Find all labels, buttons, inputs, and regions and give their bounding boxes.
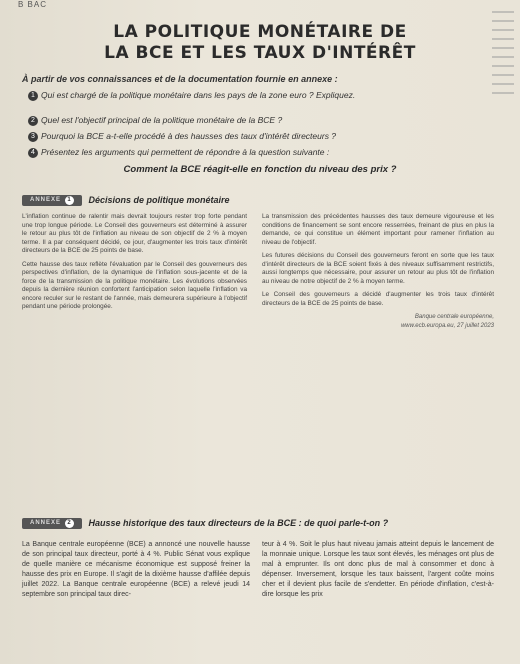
doc2-title: Hausse historique des taux directeurs de la BCE : de quoi parle-t-on ? (88, 518, 389, 528)
page-header-mark: B BAC (18, 0, 48, 9)
question-number: 1 (28, 91, 38, 101)
doc2-heading (22, 518, 388, 529)
page-title (0, 22, 520, 64)
doc1-paragraph: Le Conseil des gouverneurs a décidé d'augmenter les trois taux d'intérêt directeurs de la BCE de 25 points de base. (262, 291, 494, 307)
doc2-right-column (262, 540, 494, 605)
doc1-title: Décisions de politique monétaire (88, 195, 230, 205)
instructions: À partir de vos connaissances et de la documentation fournie en annexe : (22, 74, 338, 84)
question-number: 2 (28, 116, 38, 126)
doc2-paragraph: La Banque centrale européenne (BCE) a annoncé une nouvelle hausse de son principal taux directeur, porté à 4 %. Public Sénat vous explique de quelle manière ce mécanisme économique est supposé freiner la hausse des prix en Europe. Il s'agit de la dixième hausse d'affilée depuis juillet 2022. La Banque centrale européenne (BCE) a relevé jeudi 14 septembre son principal taux direc- (22, 541, 250, 598)
doc1-right-column (262, 213, 494, 330)
doc2-paragraph: teur à 4 %. Soit le plus haut niveau jamais atteint depuis le lancement de la monnaie unique. Lorsque les taux sont élevés, les ménages ont plus de mal à emprunter. Ils ont donc plus de mal à consommer et donc à dépenser. Inversement, lorsque les taux baissent, l'argent coûte moins cher et il devient plus facile de s'endetter. En période d'inflation, c'est-à-dire lorsque les prix (262, 541, 494, 598)
doc1-left-column (22, 213, 247, 317)
doc2-left-column (22, 540, 250, 605)
doc1-paragraph: L'inflation continue de ralentir mais devrait toujours rester trop forte pendant une trop longue période. Le Conseil des gouverneurs est déterminé à assurer le retour au plus tôt de l'inflation au niveau de son objectif de 2 % à moyen terme. Il a par conséquent décidé, ce jour, d'augmenter les trois taux d'intérêt directeurs de la BCE de 25 points de base. (22, 213, 247, 254)
question-text: Présentez les arguments qui permettent de répondre à la question suivante : (41, 147, 330, 157)
doc1-badge: ANNEXE 1 (22, 195, 82, 206)
question-text: Qui est chargé de la politique monétaire dans les pays de la zone euro ? Expliquez. (41, 90, 356, 100)
question-text: Pourquoi la BCE a-t-elle procédé à des hausses des taux d'intérêt directeurs ? (41, 131, 337, 141)
title-line-1: LA POLITIQUE MONÉTAIRE DE (113, 22, 407, 42)
question-4 (28, 147, 488, 158)
question-text: Quel est l'objectif principal de la politique monétaire de la BCE ? (41, 115, 283, 125)
doc1-paragraph: La transmission des précédentes hausses des taux demeure vigoureuse et les conditions de financement se sont encore resserrées, freinant de plus en plus la demande, ce qui constitue un élément important pour ramener l'inflation au niveau de l'objectif. (262, 213, 494, 246)
question-number: 4 (28, 148, 38, 158)
question-2 (28, 115, 488, 126)
doc1-paragraph: Cette hausse des taux reflète l'évaluation par le Conseil des gouverneurs des perspectives d'inflation, de la dynamique de l'inflation sous-jacente et de la force de la transmission de la politique monétaire. Les évolutions observées depuis la dernière réunion confortent l'anticipation selon laquelle l'inflation va encore reculer sur le restant de l'année, mais demeurera supérieure à l'objectif pendant une période prolongée. (22, 260, 247, 310)
doc1-heading (22, 195, 230, 206)
title-line-2: LA BCE ET LES TAUX D'INTÉRÊT (104, 43, 416, 63)
doc2-badge: ANNEXE 2 (22, 518, 82, 529)
main-question: Comment la BCE réagit-elle en fonction du niveau des prix ? (123, 164, 397, 175)
doc1-source: Banque centrale européenne, www.ecb.europa.eu, 27 juillet 2023 (400, 314, 494, 329)
question-3 (28, 131, 488, 142)
doc1-paragraph: Les futures décisions du Conseil des gouverneurs feront en sorte que les taux d'intérêt directeurs de la BCE soient fixés à des niveaux suffisamment restrictifs, aussi longtemps que nécessaire, pour assurer un retour au plus tôt de l'inflation au niveau de notre objectif de 2 % à moyen terme. (262, 252, 494, 285)
question-1 (28, 90, 488, 101)
question-number: 3 (28, 132, 38, 142)
